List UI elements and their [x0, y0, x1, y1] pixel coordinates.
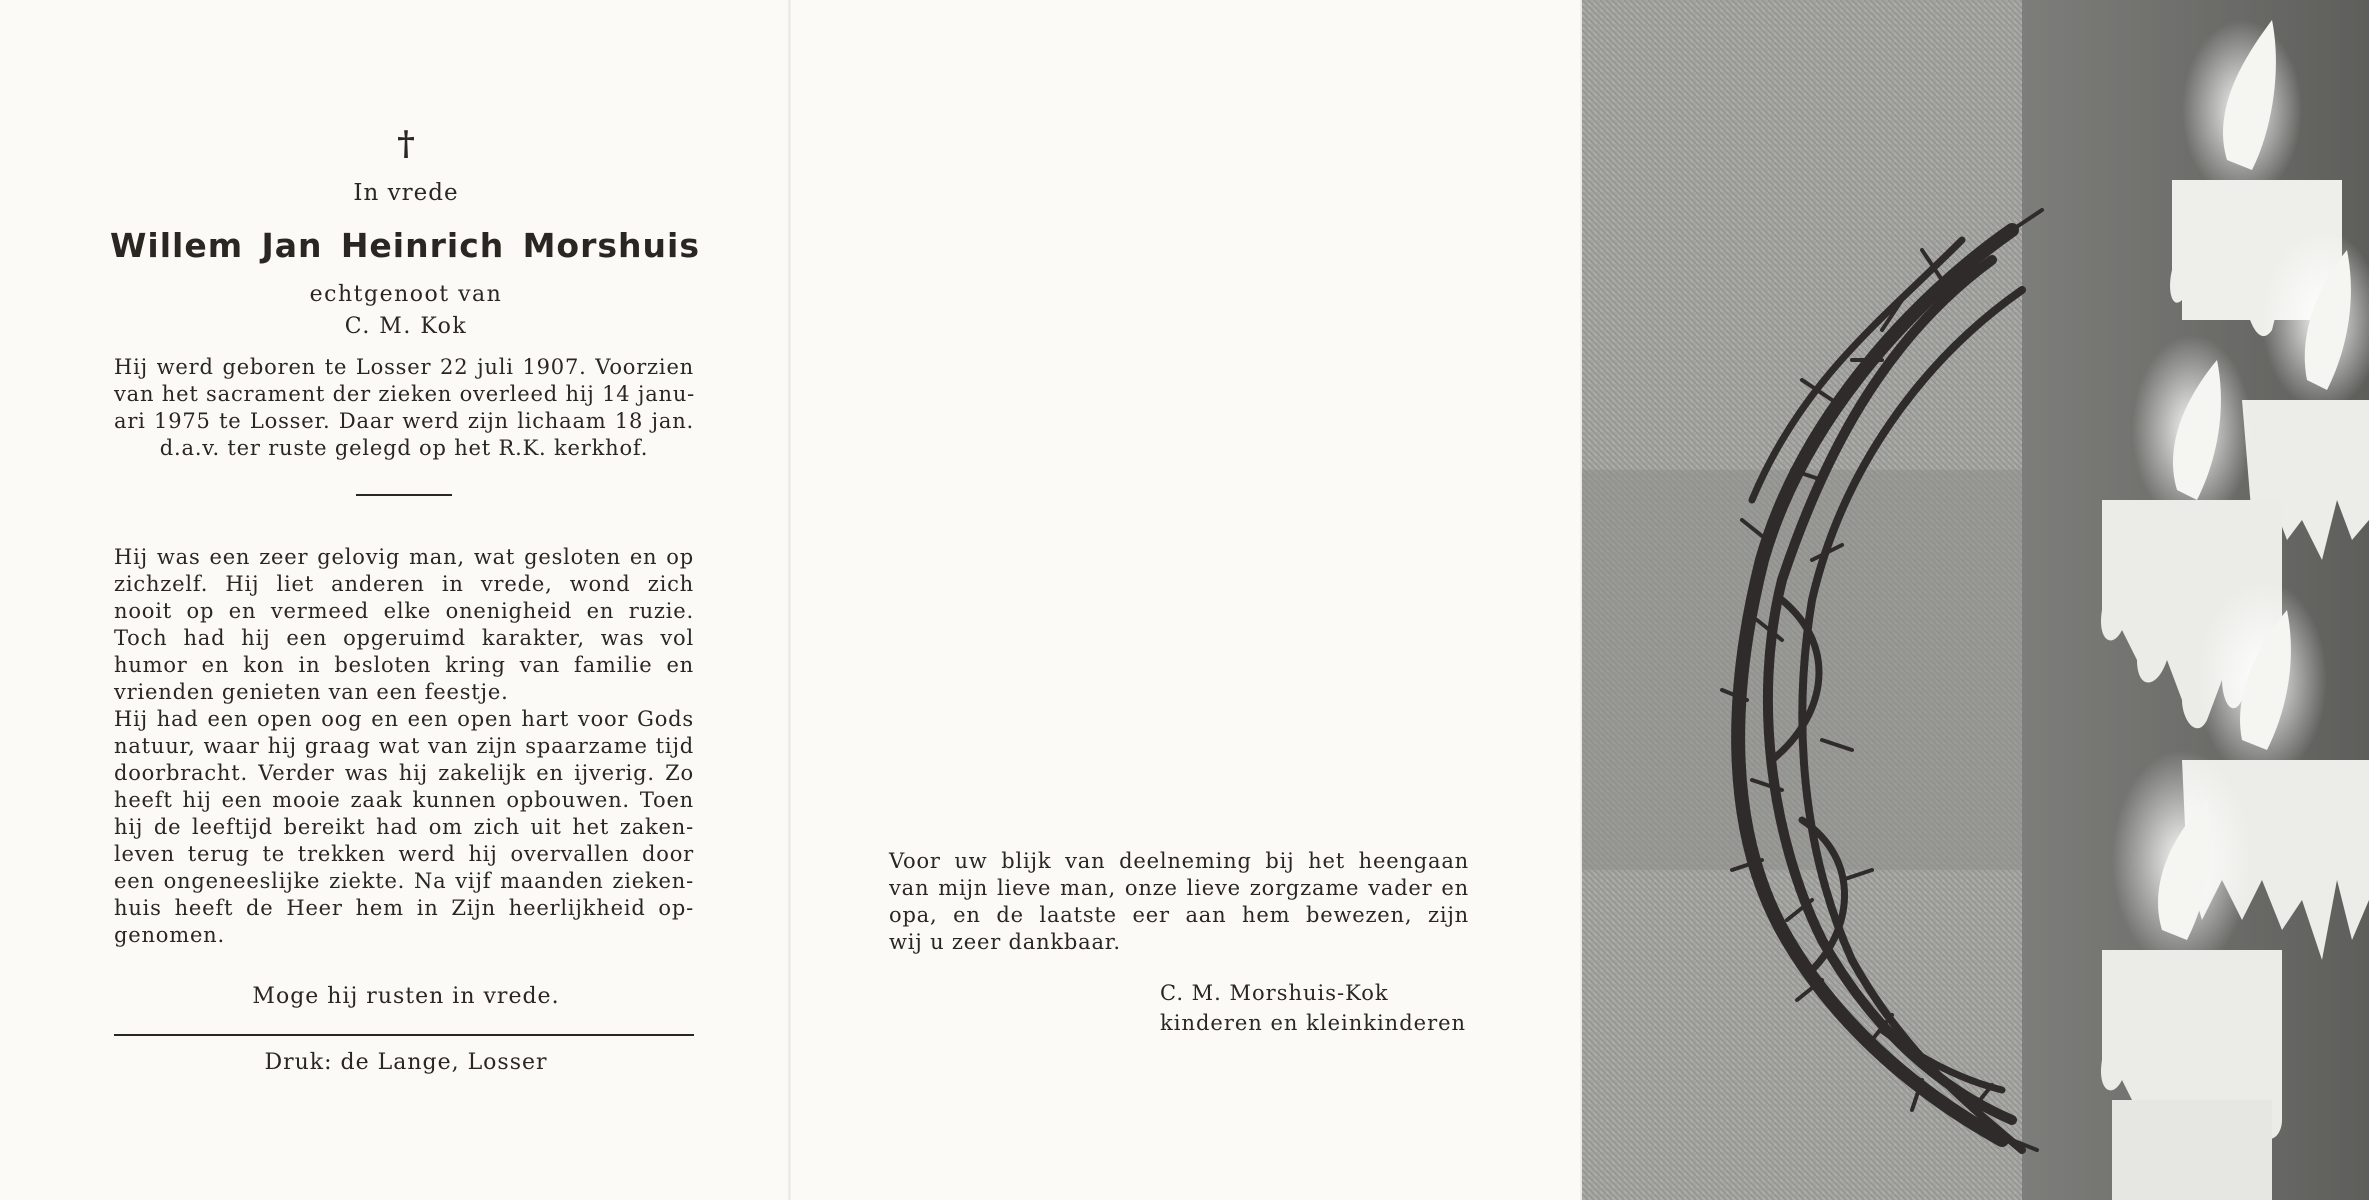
tribute-line: huis heeft de Heer hem in Zijn heerlijkheid op- — [114, 896, 694, 920]
tribute-line: genomen. — [114, 923, 225, 947]
divider — [356, 494, 452, 496]
tribute-line: Hij was een zeer gelovig man, wat gesloten en op — [114, 545, 694, 569]
tribute-line: leven terug te trekken werd hij overvallen door — [114, 842, 694, 866]
deceased-name — [110, 226, 700, 265]
tribute-line: humor en kon in besloten kring van familie en — [114, 653, 694, 677]
tribute-line: doorbracht. Verder was hij zakelijk en ijverig. Zo — [114, 761, 694, 785]
thanks-line: opa, en de laatste eer aan hem bewezen, zijn — [889, 903, 1469, 927]
name-part: Morshuis — [522, 226, 700, 265]
tribute-line: heeft hij een mooie zaak kunnen opbouwen. Toen — [114, 788, 694, 812]
divider — [114, 1034, 694, 1036]
bio-line: d.a.v. ter ruste gelegd op het R.K. kerkhof. — [159, 436, 649, 460]
name-part: Jan — [261, 226, 323, 265]
tribute-line: nooit op en vermeed elke onenigheid en ruzie. — [114, 599, 694, 623]
spouse-name: C. M. Kok — [344, 314, 468, 339]
cross-icon: † — [397, 124, 415, 164]
tribute-line: vrienden genieten van een feestje. — [114, 680, 509, 704]
bio-line: Hij werd geboren te Losser 22 juli 1907. Voorzien — [114, 355, 694, 379]
tribute-line: Hij had een open oog en een open hart voor Gods — [114, 707, 694, 731]
tribute-paragraph — [114, 544, 694, 949]
tribute-line: zichzelf. Hij liet anderen in vrede, wond zich — [114, 572, 694, 596]
biography-paragraph — [114, 354, 694, 462]
tribute-line: hij de leeftijd bereikt had om zich uit het zaken- — [114, 815, 694, 839]
signature — [1160, 978, 1466, 1038]
tribute-line: een ongeneeslijke ziekte. Na vijf maanden zieken- — [114, 869, 694, 893]
printer-credit: Druk: de Lange, Losser — [264, 1050, 548, 1075]
thanks-line: Voor uw blijk van deelneming bij het heengaan — [889, 849, 1469, 873]
tribute-line: Toch had hij een opgeruimd karakter, was vol — [114, 626, 694, 650]
name-part: Willem — [110, 226, 244, 265]
bio-line: van het sacrament der zieken overleed hij 14 janu- — [114, 382, 696, 406]
artwork-panel — [1582, 0, 2369, 1200]
artwork-image — [1582, 0, 2369, 1200]
bio-line: ari 1975 te Losser. Daar werd zijn lichaam 18 jan. — [114, 409, 694, 433]
closing-line: Moge hij rusten in vrede. — [252, 984, 560, 1009]
spouse-label: echtgenoot van — [309, 282, 503, 307]
tribute-line: natuur, waar hij graag wat van zijn spaarzame tijd — [114, 734, 694, 758]
thanks-paragraph — [889, 848, 1469, 956]
signature-name: C. M. Morshuis-Kok — [1160, 981, 1389, 1005]
thanks-line: van mijn lieve man, onze lieve zorgzame vader en — [889, 876, 1469, 900]
name-part: Heinrich — [340, 226, 505, 265]
in-vrede-heading: In vrede — [353, 180, 459, 206]
thanks-line: wij u zeer dankbaar. — [889, 930, 1121, 954]
signature-family: kinderen en kleinkinderen — [1160, 1011, 1467, 1035]
